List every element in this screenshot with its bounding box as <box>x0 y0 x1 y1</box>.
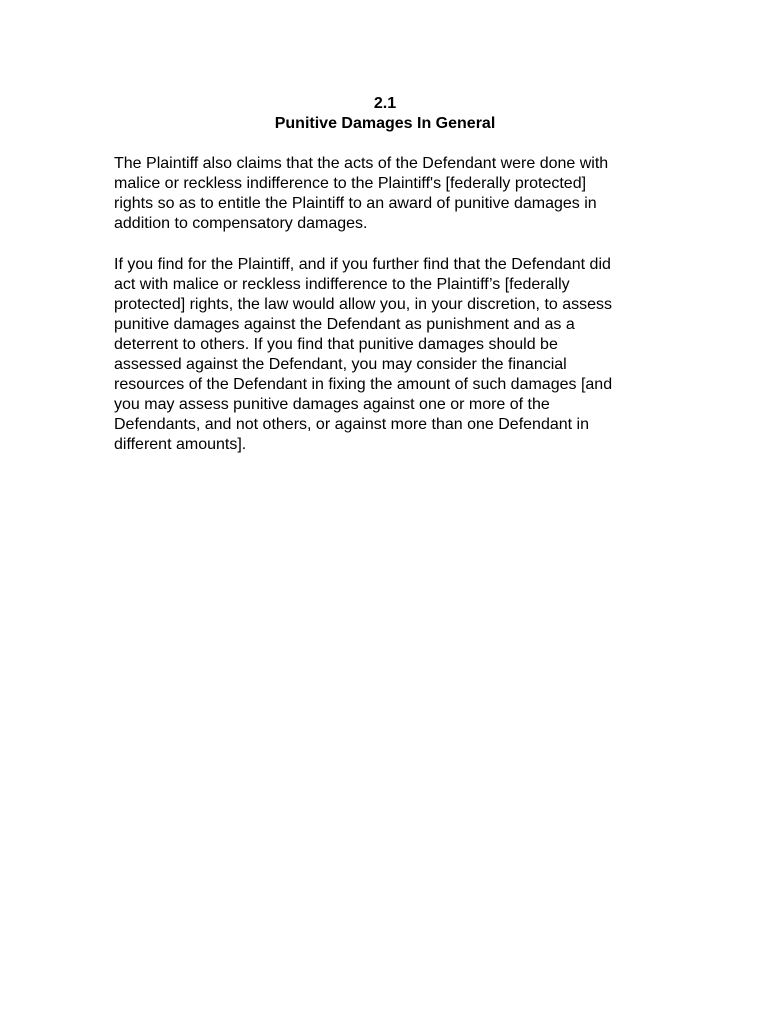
section-title: Punitive Damages In General <box>274 115 496 132</box>
paragraph-line: assessed against the Defendant, you may consider the financial <box>114 356 567 373</box>
paragraph-2 <box>114 255 659 455</box>
paragraph-line: punitive damages against the Defendant as punishment and as a <box>114 316 575 333</box>
paragraph-1 <box>114 154 659 234</box>
paragraph-line: resources of the Defendant in fixing the amount of such damages [and <box>114 376 613 393</box>
paragraph-line: different amounts]. <box>114 436 247 453</box>
section-number: 2.1 <box>373 95 397 112</box>
paragraph-line: Defendants, and not others, or against more than one Defendant in <box>114 416 589 433</box>
paragraph-line: The Plaintiff also claims that the acts of the Defendant were done with <box>114 155 609 172</box>
paragraph-line: malice or reckless indifference to the Plaintiff's [federally protected] <box>114 175 587 192</box>
paragraph-line: deterrent to others. If you find that punitive damages should be <box>114 336 558 353</box>
paragraph-line: protected] rights, the law would allow you, in your discretion, to assess <box>114 296 613 313</box>
paragraph-line: rights so as to entitle the Plaintiff to an award of punitive damages in <box>114 195 597 212</box>
paragraph-line: addition to compensatory damages. <box>114 215 368 232</box>
paragraph-line: you may assess punitive damages against one or more of the <box>114 396 550 413</box>
paragraph-line: act with malice or reckless indifference to the Plaintiff’s [federally <box>114 276 570 293</box>
paragraph-line: If you find for the Plaintiff, and if you further find that the Defendant did <box>114 256 611 273</box>
